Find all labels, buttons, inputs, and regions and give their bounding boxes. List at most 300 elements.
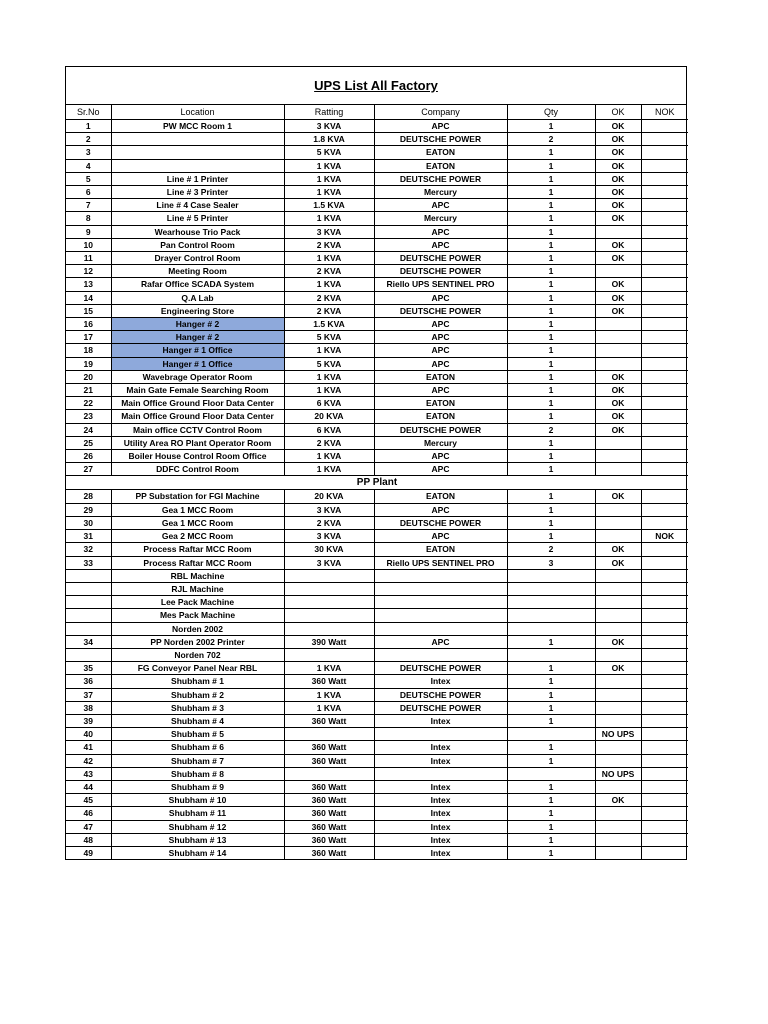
cell-rating: 1 KVA (284, 159, 374, 172)
cell-nok (641, 701, 688, 714)
cell-qty: 1 (507, 278, 595, 291)
cell-qty: 1 (507, 794, 595, 807)
cell-location: Wearhouse Trio Pack (111, 225, 284, 238)
cell-location: Norden 2002 (111, 622, 284, 635)
table-row (66, 146, 688, 159)
cell-rating: 360 Watt (284, 820, 374, 833)
cell-rating: 1 KVA (284, 344, 374, 357)
cell-company: DEUTSCHE POWER (374, 688, 507, 701)
cell-qty: 1 (507, 265, 595, 278)
cell-company: APC (374, 238, 507, 251)
cell-location: Gea 1 MCC Room (111, 516, 284, 529)
cell-sr-no: 8 (66, 212, 111, 225)
cell-rating: 1 KVA (284, 384, 374, 397)
cell-location: Shubham # 12 (111, 820, 284, 833)
cell-nok (641, 331, 688, 344)
header-nok: NOK (641, 105, 688, 120)
cell-location: Wavebrage Operator Room (111, 370, 284, 383)
cell-ok: OK (595, 172, 641, 185)
cell-ok (595, 357, 641, 370)
cell-location: Line # 1 Printer (111, 172, 284, 185)
cell-rating: 1.5 KVA (284, 199, 374, 212)
cell-location: Process Raftar MCC Room (111, 543, 284, 556)
cell-rating: 1 KVA (284, 252, 374, 265)
cell-company: Intex (374, 780, 507, 793)
cell-sr-no: 31 (66, 530, 111, 543)
cell-ok (595, 225, 641, 238)
cell-sr-no (66, 596, 111, 609)
cell-rating: 6 KVA (284, 423, 374, 436)
cell-nok (641, 304, 688, 317)
cell-company: EATON (374, 159, 507, 172)
cell-ok: NO UPS (595, 767, 641, 780)
section-title: PP Plant (66, 476, 688, 490)
header-rating: Ratting (284, 105, 374, 120)
cell-nok (641, 582, 688, 595)
cell-rating: 20 KVA (284, 490, 374, 503)
cell-company: APC (374, 344, 507, 357)
cell-company: Riello UPS SENTINEL PRO (374, 278, 507, 291)
cell-qty: 1 (507, 530, 595, 543)
cell-nok (641, 212, 688, 225)
cell-rating: 1 KVA (284, 463, 374, 476)
cell-sr-no: 20 (66, 370, 111, 383)
cell-company: Intex (374, 833, 507, 846)
cell-rating: 2 KVA (284, 516, 374, 529)
cell-nok (641, 410, 688, 423)
cell-qty: 1 (507, 675, 595, 688)
spreadsheet (65, 66, 687, 860)
cell-nok (641, 238, 688, 251)
cell-qty: 1 (507, 146, 595, 159)
header-qty: Qty (507, 105, 595, 120)
table-row (66, 741, 688, 754)
cell-rating: 360 Watt (284, 675, 374, 688)
cell-location: Q.A Lab (111, 291, 284, 304)
cell-qty: 1 (507, 370, 595, 383)
cell-sr-no: 28 (66, 490, 111, 503)
cell-rating (284, 609, 374, 622)
cell-rating: 360 Watt (284, 794, 374, 807)
header-ok: OK (595, 105, 641, 120)
header-row (66, 105, 688, 120)
cell-ok (595, 609, 641, 622)
cell-location: Shubham # 1 (111, 675, 284, 688)
cell-qty: 3 (507, 556, 595, 569)
cell-location: Utility Area RO Plant Operator Room (111, 436, 284, 449)
cell-company: EATON (374, 543, 507, 556)
cell-rating: 1 KVA (284, 450, 374, 463)
cell-ok: OK (595, 199, 641, 212)
cell-sr-no: 16 (66, 318, 111, 331)
cell-sr-no: 48 (66, 833, 111, 846)
cell-company: APC (374, 357, 507, 370)
cell-nok (641, 714, 688, 727)
cell-ok: OK (595, 794, 641, 807)
cell-location: Main office CCTV Control Room (111, 423, 284, 436)
table-row (66, 754, 688, 767)
cell-nok (641, 648, 688, 661)
cell-qty (507, 767, 595, 780)
cell-company: Intex (374, 807, 507, 820)
table-row (66, 318, 688, 331)
cell-nok (641, 780, 688, 793)
cell-location: Line # 5 Printer (111, 212, 284, 225)
cell-location: Norden 702 (111, 648, 284, 661)
cell-nok (641, 741, 688, 754)
cell-nok (641, 384, 688, 397)
cell-location: Shubham # 11 (111, 807, 284, 820)
cell-ok: OK (595, 159, 641, 172)
cell-rating: 1 KVA (284, 688, 374, 701)
cell-ok (595, 675, 641, 688)
cell-sr-no: 6 (66, 186, 111, 199)
cell-nok (641, 490, 688, 503)
cell-company (374, 648, 507, 661)
table-row (66, 463, 688, 476)
cell-nok (641, 450, 688, 463)
cell-location: Shubham # 3 (111, 701, 284, 714)
cell-nok (641, 133, 688, 146)
cell-rating: 1 KVA (284, 370, 374, 383)
cell-company (374, 596, 507, 609)
ups-table (66, 105, 688, 859)
cell-company: Intex (374, 820, 507, 833)
cell-ok: OK (595, 635, 641, 648)
cell-qty: 1 (507, 120, 595, 133)
cell-location: PP Norden 2002 Printer (111, 635, 284, 648)
table-row (66, 622, 688, 635)
cell-sr-no: 39 (66, 714, 111, 727)
cell-qty: 1 (507, 318, 595, 331)
cell-company: APC (374, 384, 507, 397)
cell-rating: 360 Watt (284, 807, 374, 820)
cell-location: Shubham # 2 (111, 688, 284, 701)
cell-ok (595, 318, 641, 331)
cell-qty: 1 (507, 516, 595, 529)
cell-company: APC (374, 635, 507, 648)
cell-rating: 360 Watt (284, 846, 374, 859)
cell-company: Intex (374, 794, 507, 807)
cell-ok (595, 582, 641, 595)
cell-rating: 1 KVA (284, 186, 374, 199)
cell-qty: 1 (507, 754, 595, 767)
cell-location: Hanger # 1 Office (111, 344, 284, 357)
cell-sr-no (66, 622, 111, 635)
cell-location: RJL Machine (111, 582, 284, 595)
cell-ok: OK (595, 238, 641, 251)
cell-sr-no: 3 (66, 146, 111, 159)
cell-nok (641, 318, 688, 331)
cell-location: Shubham # 5 (111, 728, 284, 741)
table-row (66, 490, 688, 503)
cell-company: APC (374, 318, 507, 331)
cell-location: RBL Machine (111, 569, 284, 582)
cell-qty (507, 622, 595, 635)
cell-company: Mercury (374, 436, 507, 449)
cell-nok (641, 609, 688, 622)
table-row (66, 225, 688, 238)
cell-company: DEUTSCHE POWER (374, 701, 507, 714)
cell-nok (641, 833, 688, 846)
cell-company: Intex (374, 846, 507, 859)
cell-company: EATON (374, 146, 507, 159)
cell-qty: 1 (507, 384, 595, 397)
table-row (66, 820, 688, 833)
cell-sr-no (66, 582, 111, 595)
cell-qty: 1 (507, 450, 595, 463)
cell-company (374, 609, 507, 622)
cell-sr-no: 19 (66, 357, 111, 370)
cell-ok (595, 807, 641, 820)
cell-qty: 1 (507, 503, 595, 516)
cell-nok (641, 146, 688, 159)
cell-company: APC (374, 530, 507, 543)
cell-sr-no: 29 (66, 503, 111, 516)
cell-location: Shubham # 9 (111, 780, 284, 793)
cell-nok (641, 516, 688, 529)
cell-ok: OK (595, 662, 641, 675)
cell-rating: 5 KVA (284, 357, 374, 370)
table-row (66, 384, 688, 397)
cell-company: Intex (374, 754, 507, 767)
cell-sr-no: 9 (66, 225, 111, 238)
cell-company: DEUTSCHE POWER (374, 172, 507, 185)
table-row (66, 410, 688, 423)
cell-rating (284, 569, 374, 582)
cell-rating: 1 KVA (284, 278, 374, 291)
cell-qty (507, 582, 595, 595)
table-row (66, 609, 688, 622)
cell-location (111, 133, 284, 146)
cell-location: Line # 3 Printer (111, 186, 284, 199)
table-row (66, 331, 688, 344)
cell-ok: OK (595, 291, 641, 304)
cell-ok: OK (595, 410, 641, 423)
table-row (66, 172, 688, 185)
cell-rating: 1 KVA (284, 662, 374, 675)
cell-location: Gea 1 MCC Room (111, 503, 284, 516)
cell-rating: 6 KVA (284, 397, 374, 410)
cell-ok (595, 503, 641, 516)
table-row (66, 344, 688, 357)
cell-location: Rafar Office SCADA System (111, 278, 284, 291)
cell-nok (641, 436, 688, 449)
table-row (66, 120, 688, 133)
cell-qty: 1 (507, 199, 595, 212)
cell-location: Shubham # 6 (111, 741, 284, 754)
cell-ok (595, 701, 641, 714)
cell-nok (641, 423, 688, 436)
cell-location (111, 159, 284, 172)
cell-qty: 1 (507, 410, 595, 423)
cell-location: Main Office Ground Floor Data Center (111, 397, 284, 410)
table-row (66, 186, 688, 199)
cell-qty (507, 609, 595, 622)
cell-rating: 2 KVA (284, 304, 374, 317)
cell-location: Gea 2 MCC Room (111, 530, 284, 543)
table-row (66, 780, 688, 793)
cell-ok (595, 344, 641, 357)
cell-qty: 1 (507, 662, 595, 675)
cell-qty: 1 (507, 688, 595, 701)
cell-sr-no: 37 (66, 688, 111, 701)
cell-sr-no: 24 (66, 423, 111, 436)
cell-qty: 1 (507, 304, 595, 317)
table-row (66, 252, 688, 265)
cell-ok: OK (595, 423, 641, 436)
cell-qty: 1 (507, 344, 595, 357)
cell-nok (641, 225, 688, 238)
table-body (66, 120, 688, 860)
cell-sr-no: 12 (66, 265, 111, 278)
cell-sr-no: 7 (66, 199, 111, 212)
cell-nok (641, 675, 688, 688)
cell-qty: 1 (507, 238, 595, 251)
sheet-title-row (66, 67, 686, 105)
cell-qty: 2 (507, 423, 595, 436)
table-row (66, 675, 688, 688)
cell-ok (595, 754, 641, 767)
section-row (66, 476, 688, 490)
cell-rating (284, 622, 374, 635)
cell-rating: 360 Watt (284, 741, 374, 754)
cell-sr-no: 42 (66, 754, 111, 767)
cell-sr-no: 5 (66, 172, 111, 185)
cell-location: Shubham # 8 (111, 767, 284, 780)
cell-qty: 1 (507, 741, 595, 754)
cell-qty: 1 (507, 780, 595, 793)
cell-nok (641, 265, 688, 278)
cell-ok (595, 463, 641, 476)
cell-rating: 30 KVA (284, 543, 374, 556)
cell-rating: 3 KVA (284, 503, 374, 516)
cell-ok: OK (595, 212, 641, 225)
cell-nok: NOK (641, 530, 688, 543)
cell-sr-no: 41 (66, 741, 111, 754)
cell-location: Pan Control Room (111, 238, 284, 251)
table-row (66, 516, 688, 529)
cell-qty (507, 728, 595, 741)
cell-ok: OK (595, 370, 641, 383)
cell-nok (641, 728, 688, 741)
cell-company: DEUTSCHE POWER (374, 304, 507, 317)
cell-nok (641, 596, 688, 609)
cell-location: PW MCC Room 1 (111, 120, 284, 133)
table-row (66, 278, 688, 291)
cell-qty: 1 (507, 701, 595, 714)
cell-rating: 1 KVA (284, 212, 374, 225)
cell-company (374, 582, 507, 595)
cell-sr-no (66, 569, 111, 582)
cell-location: Hanger # 2 (111, 318, 284, 331)
cell-nok (641, 186, 688, 199)
cell-rating (284, 767, 374, 780)
cell-sr-no: 40 (66, 728, 111, 741)
cell-company: Intex (374, 741, 507, 754)
cell-qty: 1 (507, 225, 595, 238)
cell-location: Engineering Store (111, 304, 284, 317)
table-row (66, 833, 688, 846)
table-row (66, 397, 688, 410)
header-sr-no: Sr.No (66, 105, 111, 120)
cell-rating: 2 KVA (284, 265, 374, 278)
cell-nok (641, 688, 688, 701)
cell-nok (641, 820, 688, 833)
cell-sr-no: 11 (66, 252, 111, 265)
cell-nok (641, 635, 688, 648)
cell-location: Meeting Room (111, 265, 284, 278)
cell-rating: 1.5 KVA (284, 318, 374, 331)
cell-qty: 1 (507, 159, 595, 172)
cell-rating: 360 Watt (284, 714, 374, 727)
cell-location: Hanger # 2 (111, 331, 284, 344)
cell-company: EATON (374, 397, 507, 410)
cell-ok: OK (595, 120, 641, 133)
cell-nok (641, 463, 688, 476)
cell-rating (284, 582, 374, 595)
cell-sr-no: 26 (66, 450, 111, 463)
cell-sr-no: 36 (66, 675, 111, 688)
cell-ok (595, 596, 641, 609)
table-row (66, 662, 688, 675)
cell-ok (595, 714, 641, 727)
cell-nok (641, 807, 688, 820)
table-row (66, 304, 688, 317)
cell-qty: 2 (507, 133, 595, 146)
cell-ok (595, 569, 641, 582)
cell-qty: 1 (507, 833, 595, 846)
cell-qty: 1 (507, 714, 595, 727)
table-row (66, 159, 688, 172)
cell-ok (595, 741, 641, 754)
cell-rating: 360 Watt (284, 754, 374, 767)
cell-ok: OK (595, 186, 641, 199)
cell-sr-no: 4 (66, 159, 111, 172)
table-row (66, 133, 688, 146)
cell-qty (507, 648, 595, 661)
cell-qty: 1 (507, 807, 595, 820)
cell-company: APC (374, 450, 507, 463)
cell-ok: OK (595, 490, 641, 503)
table-row (66, 450, 688, 463)
cell-company: DEUTSCHE POWER (374, 133, 507, 146)
table-row (66, 212, 688, 225)
cell-rating: 3 KVA (284, 556, 374, 569)
cell-ok (595, 622, 641, 635)
cell-location: Hanger # 1 Office (111, 357, 284, 370)
cell-ok: OK (595, 278, 641, 291)
table-row (66, 569, 688, 582)
cell-ok (595, 331, 641, 344)
table-row (66, 582, 688, 595)
cell-location: Shubham # 7 (111, 754, 284, 767)
cell-location: Shubham # 4 (111, 714, 284, 727)
cell-company (374, 767, 507, 780)
table-row (66, 794, 688, 807)
cell-sr-no: 22 (66, 397, 111, 410)
cell-location: PP Substation for FGI Machine (111, 490, 284, 503)
cell-sr-no: 18 (66, 344, 111, 357)
cell-nok (641, 172, 688, 185)
cell-ok (595, 688, 641, 701)
cell-qty (507, 569, 595, 582)
table-row (66, 728, 688, 741)
table-row (66, 714, 688, 727)
table-row (66, 199, 688, 212)
cell-rating: 390 Watt (284, 635, 374, 648)
cell-qty: 1 (507, 331, 595, 344)
